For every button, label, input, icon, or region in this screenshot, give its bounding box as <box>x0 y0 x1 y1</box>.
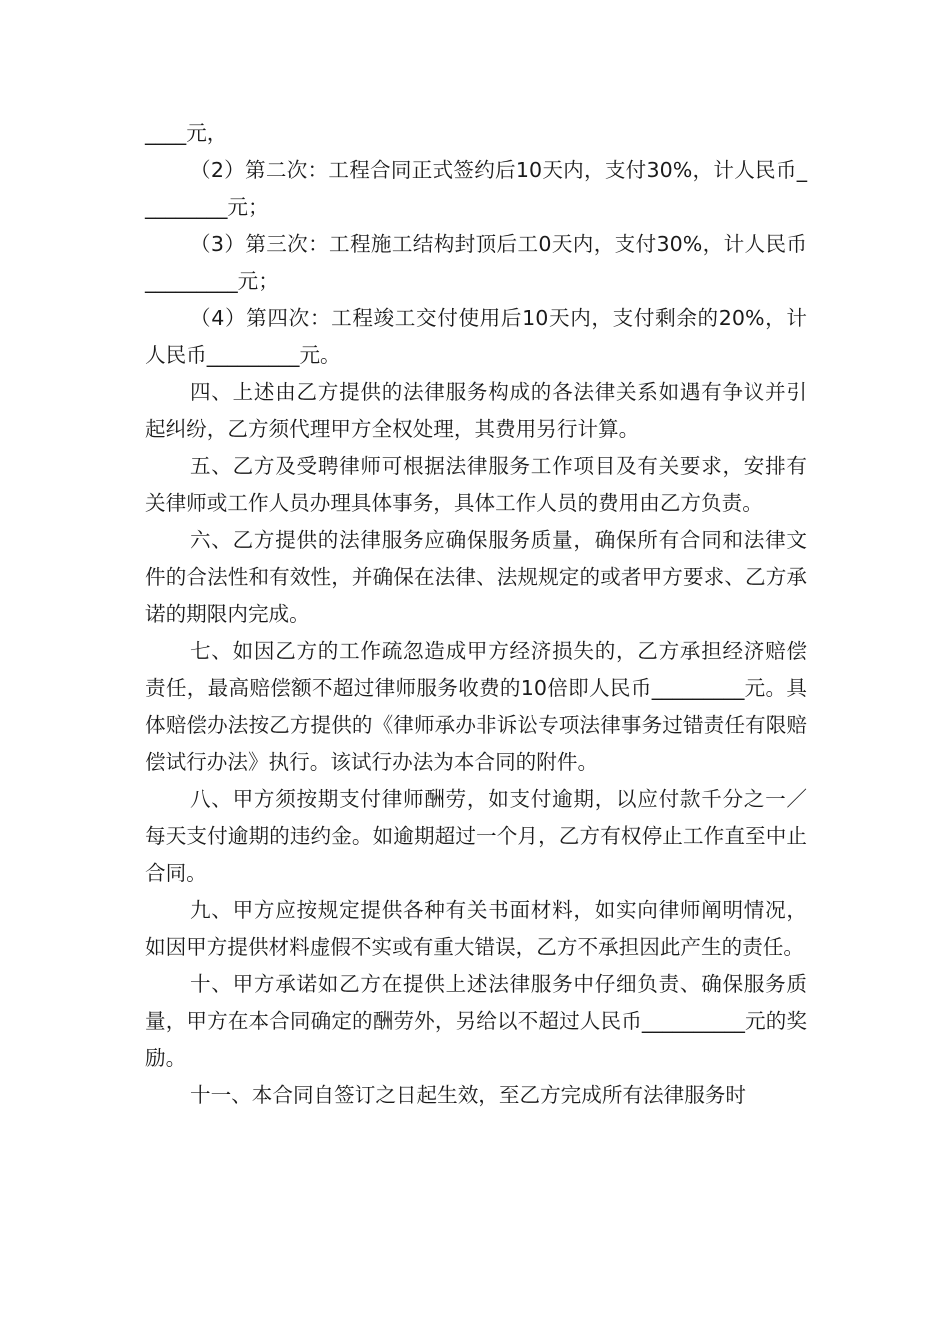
paragraph-payment-third: （3）第三次：工程施工结构封顶后工0天内，支付30%，计人民币_________元； <box>145 232 807 293</box>
paragraph-payment-second: （2）第二次：工程合同正式签约后10天内，支付30%，计人民币_________元； <box>145 158 807 219</box>
paragraph-clause-11: 十一、本合同自签订之日起生效，至乙方完成所有法律服务时 <box>190 1083 747 1107</box>
paragraph-clause-5: 五、乙方及受聘律师可根据法律服务工作项目及有关要求，安排有关律师或工作人员办理具体事务，具体工作人员的费用由乙方负责。 <box>145 454 807 515</box>
paragraph-clause-6: 六、乙方提供的法律服务应确保服务质量，确保所有合同和法律文件的合法性和有效性，并确保在法律、法规规定的或者甲方要求、乙方承诺的期限内完成。 <box>145 528 807 626</box>
paragraph-clause-10: 十、甲方承诺如乙方在提供上述法律服务中仔细负责、确保服务质量，甲方在本合同确定的酬劳外，另给以不超过人民币__________元的奖励。 <box>145 972 807 1070</box>
paragraph-payment-first-tail: ____元， <box>145 121 228 145</box>
paragraph-clause-8: 八、甲方须按期支付律师酬劳，如支付逾期，以应付款千分之一／每天支付逾期的违约金。如逾期超过一个月，乙方有权停止工作直至中止合同。 <box>145 787 807 885</box>
paragraph-payment-fourth: （4）第四次：工程竣工交付使用后10天内，支付剩余的20%，计人民币_________元。 <box>145 306 807 367</box>
paragraph-clause-9: 九、甲方应按规定提供各种有关书面材料，如实向律师阐明情况，如因甲方提供材料虚假不实或有重大错误，乙方不承担因此产生的责任。 <box>145 898 807 959</box>
paragraph-clause-7: 七、如因乙方的工作疏忽造成甲方经济损失的，乙方承担经济赔偿责任，最高赔偿额不超过律师服务收费的10倍即人民币_________元。具体赔偿办法按乙方提供的《律师承办非诉讼专项法律事务过错责任有限赔偿试行办法》执行。该试行办法为本合同的附件。 <box>145 639 807 774</box>
document-body <box>145 115 807 1114</box>
paragraph-clause-4: 四、上述由乙方提供的法律服务构成的各法律关系如遇有争议并引起纠纷，乙方须代理甲方全权处理，其费用另行计算。 <box>145 380 807 441</box>
